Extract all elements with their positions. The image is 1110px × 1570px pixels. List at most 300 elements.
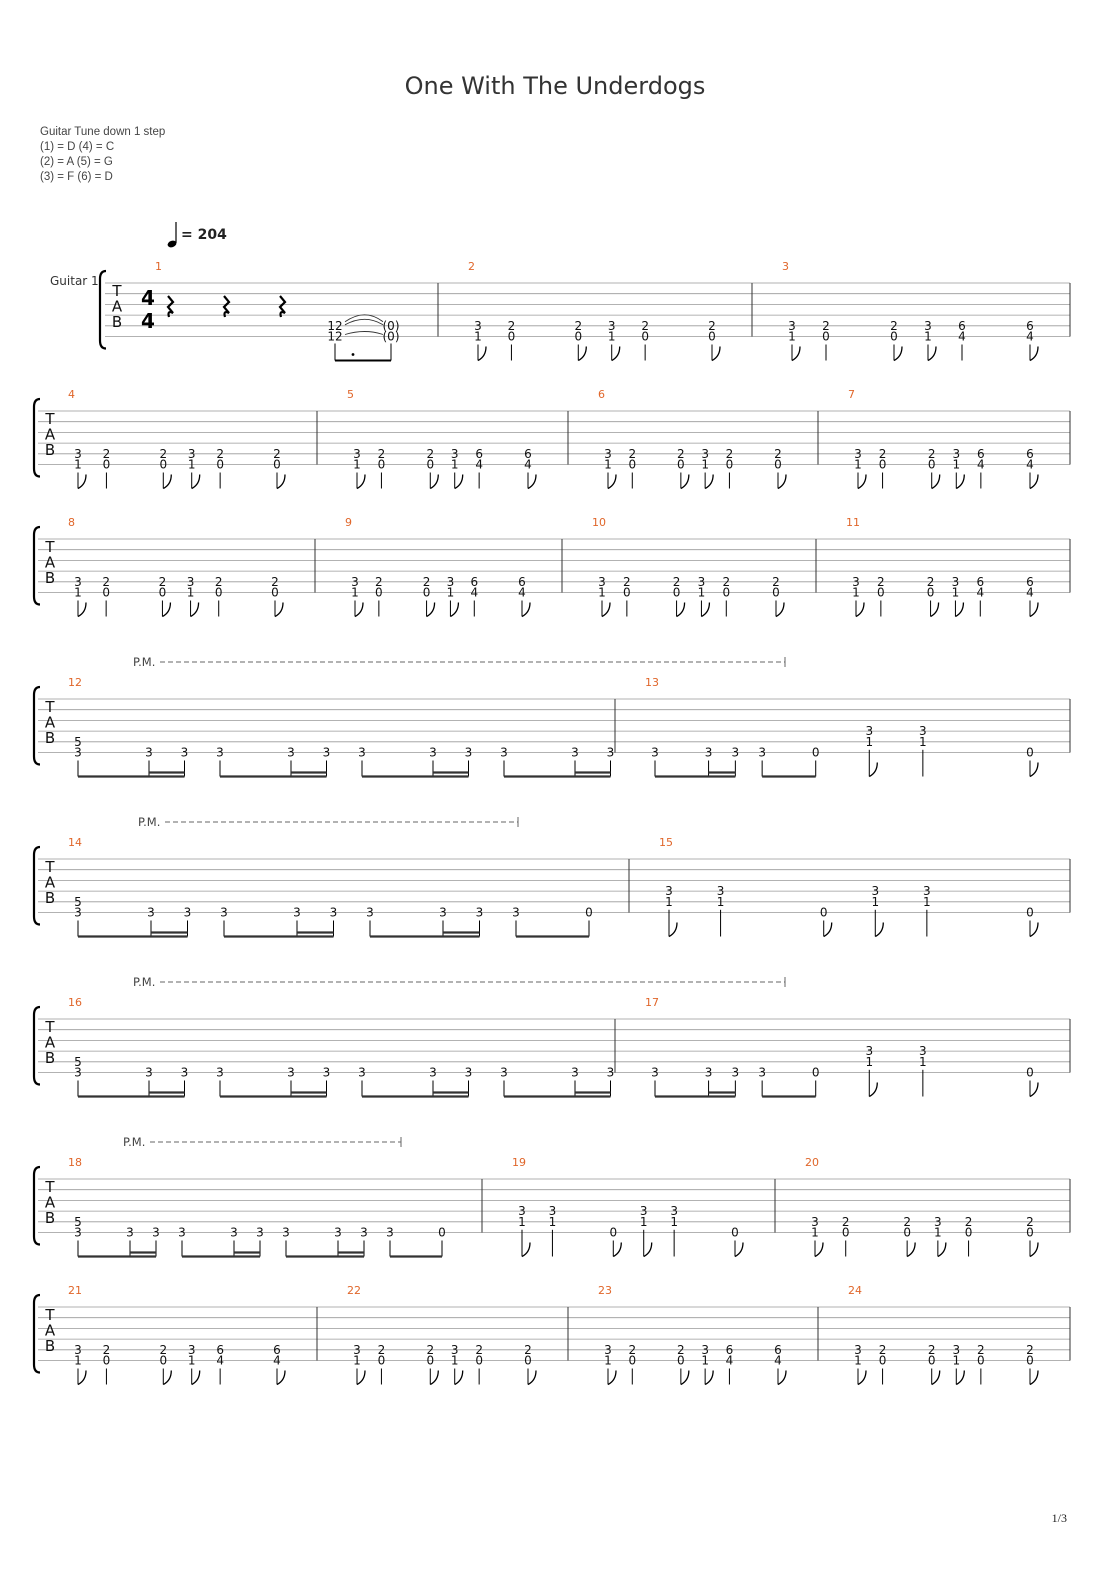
page-number: 1/3: [1051, 1511, 1067, 1525]
fret-number: 3: [639, 1204, 648, 1219]
fret-number: 2: [903, 1214, 911, 1229]
fret-number: 2: [708, 318, 716, 333]
fret-number: 0: [271, 585, 279, 600]
fret-number: 3: [126, 1225, 134, 1240]
fret-number: 3: [788, 318, 796, 333]
fret-number: 3: [571, 1065, 579, 1080]
note-flag: [778, 475, 786, 489]
fret-number: 2: [422, 574, 431, 589]
measure-number: 19: [512, 1156, 526, 1169]
fret-number: 6: [1026, 318, 1034, 333]
fret-number: 6: [216, 1342, 224, 1357]
fret-number: 0: [927, 457, 936, 472]
fret-number: 0: [1026, 1225, 1034, 1240]
measure-number: 13: [645, 676, 659, 689]
tab-clef-letter: T: [45, 858, 55, 876]
tab-staff: [34, 388, 1070, 489]
tuning-line: (3) = F (6) = D: [40, 171, 113, 183]
note-flag: [162, 603, 170, 617]
fret-number: 3: [464, 1065, 473, 1080]
tab-clef-letter: T: [45, 410, 55, 428]
fret-number: 3: [360, 1225, 368, 1240]
measure-number: 7: [848, 388, 855, 401]
measure-number: 9: [345, 516, 352, 529]
measure-number: 23: [598, 1284, 612, 1297]
fret-number: 3: [701, 1342, 709, 1357]
measure-number: 18: [68, 1156, 82, 1169]
fret-number: 1: [871, 894, 880, 909]
fret-number: 3: [322, 745, 331, 760]
tab-clef-letter: A: [44, 1321, 56, 1340]
fret-number: 0: [811, 745, 820, 760]
palm-mute-label: P.M.: [138, 815, 161, 829]
fret-number: 2: [927, 446, 936, 461]
measure-number: 10: [592, 516, 606, 529]
fret-number: 3: [934, 1214, 942, 1229]
note-flag: [875, 923, 883, 937]
fret-number: 2: [524, 1342, 532, 1357]
fret-number: 0: [1026, 1065, 1034, 1080]
fret-number: 2: [926, 574, 935, 589]
note-flag: [705, 475, 713, 489]
measure-number: 24: [848, 1284, 862, 1297]
tab-clef-letter: B: [44, 729, 56, 747]
fret-number: 3: [811, 1214, 819, 1229]
tab-staff: [34, 655, 1070, 777]
fret-number: 1: [548, 1214, 557, 1229]
fret-number: 3: [604, 1342, 612, 1357]
fret-number: 3: [474, 318, 482, 333]
note-flag: [192, 475, 200, 489]
tab-staff: [34, 975, 1070, 1097]
fret-number: 2: [375, 574, 383, 589]
fret-number: 6: [524, 446, 532, 461]
fret-number: 3: [923, 884, 931, 899]
fret-number: 3: [429, 745, 437, 760]
quarter-rest-icon: [168, 296, 173, 317]
measure-number: 21: [68, 1284, 82, 1297]
fret-number: 0: [158, 585, 167, 600]
fret-number: 0: [708, 329, 716, 344]
fret-number: 3: [216, 1065, 224, 1080]
fret-number: 2: [377, 1342, 386, 1357]
fret-number: 0: [273, 457, 281, 472]
fret-number: 0: [977, 1353, 985, 1368]
fret-number: 2: [641, 318, 649, 333]
note-flag: [355, 603, 363, 617]
measure-number: 8: [68, 516, 75, 529]
palm-mute-label: P.M.: [133, 975, 156, 989]
fret-number: 0: [677, 1353, 685, 1368]
fret-number: 3: [353, 1342, 361, 1357]
fret-number: 3: [464, 745, 473, 760]
fret-number: 0: [927, 1353, 936, 1368]
fret-number: 0: [822, 329, 830, 344]
note-flag: [430, 475, 438, 489]
tab-clef-letter: B: [111, 313, 123, 331]
tab-clef-letter: T: [45, 538, 55, 556]
fret-number: 0: [585, 905, 593, 920]
fret-number: 0: [507, 329, 516, 344]
note-flag: [869, 1083, 877, 1097]
fret-number: 2: [159, 446, 168, 461]
fret-number: 3: [216, 745, 224, 760]
note-flag: [824, 923, 832, 937]
fret-number: 3: [651, 745, 659, 760]
note-flag: [776, 603, 784, 617]
measure-number: 5: [347, 388, 354, 401]
fret-number: 3: [256, 1225, 264, 1240]
fret-number: 1: [351, 585, 359, 600]
note-flag: [450, 603, 458, 617]
fret-number: (0): [382, 318, 400, 333]
fret-number: 1: [952, 1353, 961, 1368]
fret-number: 1: [187, 457, 196, 472]
fret-number: 6: [1026, 446, 1034, 461]
fret-number: 3: [386, 1225, 394, 1240]
fret-number: 0: [422, 585, 431, 600]
fret-number: 3: [512, 905, 520, 920]
fret-number: 0: [377, 457, 386, 472]
fret-number: (0): [382, 329, 400, 344]
quarter-rest-icon: [224, 296, 229, 317]
note-flag: [858, 1371, 866, 1385]
note-flag: [478, 347, 486, 361]
fret-number: 1: [74, 457, 82, 472]
fret-number: 2: [977, 1342, 985, 1357]
note-flag: [78, 475, 86, 489]
fret-number: 2: [426, 446, 435, 461]
fret-number: 3: [670, 1204, 678, 1219]
fret-number: 3: [178, 1225, 186, 1240]
fret-number: 3: [220, 905, 228, 920]
fret-number: 3: [334, 1225, 342, 1240]
fret-number: 1: [518, 1214, 526, 1229]
tab-clef-letter: B: [44, 1209, 56, 1227]
note-flag: [701, 603, 709, 617]
measure-number: 20: [805, 1156, 819, 1169]
tab-clef-letter: B: [44, 889, 56, 907]
fret-number: 1: [923, 894, 931, 909]
tab-clef-letter: A: [44, 1033, 56, 1052]
fret-number: 2: [158, 574, 167, 589]
tuning-heading: Guitar Tune down 1 step: [40, 126, 166, 138]
fret-number: 0: [426, 457, 435, 472]
fret-number: 1: [865, 734, 874, 749]
fret-number: 0: [159, 457, 168, 472]
fret-number: 0: [438, 1225, 446, 1240]
time-signature-numerator: 4: [141, 286, 155, 310]
fret-number: 0: [877, 585, 885, 600]
fret-number: 1: [919, 734, 927, 749]
fret-number: 1: [353, 457, 361, 472]
measure-number: 12: [68, 676, 82, 689]
note-flag: [681, 475, 689, 489]
fret-number: 3: [854, 1342, 862, 1357]
fret-number: 5: [74, 734, 82, 749]
fret-number: 3: [607, 318, 616, 333]
fret-number: 0: [878, 457, 887, 472]
tempo-marking: [167, 222, 227, 249]
fret-number: 0: [375, 585, 383, 600]
tab-clef-letter: T: [45, 1018, 55, 1036]
fret-number: 0: [623, 585, 631, 600]
fret-number: 1: [353, 1353, 361, 1368]
fret-number: 5: [74, 1054, 82, 1069]
note-flag: [1030, 603, 1038, 617]
fret-number: 1: [607, 329, 616, 344]
fret-number: 0: [377, 1353, 386, 1368]
fret-number: 1: [604, 457, 612, 472]
note-flag: [427, 603, 435, 617]
fret-number: 3: [74, 905, 82, 920]
fret-number: 1: [951, 585, 960, 600]
note-flag: [1030, 475, 1038, 489]
note-flag: [275, 603, 283, 617]
fret-number: 2: [927, 1342, 936, 1357]
note-flag: [455, 1371, 463, 1385]
fret-number: 6: [475, 446, 483, 461]
tab-clef-letter: B: [44, 1049, 56, 1067]
fret-number: 0: [102, 585, 110, 600]
measure-number: 4: [68, 388, 75, 401]
fret-number: 3: [329, 905, 338, 920]
fret-number: 3: [366, 905, 374, 920]
note-flag: [644, 1243, 652, 1257]
fret-number: 3: [518, 1204, 526, 1219]
fret-number: 2: [725, 446, 734, 461]
fret-number: 3: [952, 1342, 961, 1357]
note-flag: [677, 603, 685, 617]
fret-number: 3: [145, 745, 153, 760]
note-flag: [932, 475, 940, 489]
fret-number: 3: [450, 446, 459, 461]
note-flag: [78, 1371, 86, 1385]
fret-number: 4: [273, 1353, 281, 1368]
note-flag: [1030, 763, 1038, 777]
fret-number: 2: [377, 446, 386, 461]
measure-number: 22: [347, 1284, 361, 1297]
fret-number: 4: [976, 585, 985, 600]
fret-number: 6: [470, 574, 479, 589]
fret-number: 3: [475, 905, 484, 920]
fret-number: 2: [1026, 1342, 1034, 1357]
fret-number: 4: [475, 457, 483, 472]
fret-number: 3: [230, 1225, 238, 1240]
fret-number: 1: [670, 1214, 678, 1229]
note-flag: [277, 475, 285, 489]
tab-clef-letter: B: [44, 1337, 56, 1355]
fret-number: 1: [919, 1054, 927, 1069]
fret-number: 1: [701, 457, 709, 472]
note-flag: [792, 347, 800, 361]
fret-number: 0: [722, 585, 731, 600]
fret-number: 1: [450, 1353, 459, 1368]
fret-number: 1: [665, 894, 673, 909]
measure-number: 17: [645, 996, 659, 1009]
fret-number: 3: [180, 1065, 189, 1080]
fret-number: 3: [145, 1065, 153, 1080]
fret-number: 3: [187, 1342, 196, 1357]
fret-number: 3: [429, 1065, 437, 1080]
fret-number: 4: [470, 585, 479, 600]
note-flag: [528, 1371, 536, 1385]
fret-number: 4: [518, 585, 526, 600]
fret-number: 3: [731, 745, 740, 760]
fret-number: 12: [327, 329, 343, 344]
note-flag: [602, 603, 610, 617]
tuning-line: (1) = D (4) = C: [40, 141, 115, 153]
fret-number: 2: [841, 1214, 850, 1229]
fret-number: 4: [216, 1353, 224, 1368]
fret-number: 2: [623, 574, 631, 589]
fret-number: 3: [701, 446, 709, 461]
fret-number: 3: [598, 574, 606, 589]
palm-mute-label: P.M.: [123, 1135, 146, 1149]
fret-number: 2: [273, 446, 281, 461]
fret-number: 0: [159, 1353, 168, 1368]
fret-number: 3: [358, 1065, 366, 1080]
fret-number: 1: [852, 585, 860, 600]
tab-clef-letter: A: [44, 873, 56, 892]
fret-number: 2: [102, 574, 110, 589]
fret-number: 3: [919, 724, 927, 739]
fret-number: 0: [811, 1065, 820, 1080]
fret-number: 1: [865, 1054, 874, 1069]
fret-number: 0: [524, 1353, 532, 1368]
fret-number: 3: [704, 1065, 713, 1080]
fret-number: 1: [924, 329, 932, 344]
fret-number: 3: [606, 745, 615, 760]
tab-clef-letter: B: [44, 569, 56, 587]
fret-number: 1: [450, 457, 459, 472]
note-flag: [608, 475, 616, 489]
fret-number: 3: [180, 745, 189, 760]
fret-number: 3: [74, 574, 82, 589]
fret-number: 0: [628, 457, 637, 472]
fret-number: 5: [74, 894, 82, 909]
fret-number: 2: [628, 1342, 637, 1357]
fret-number: 3: [74, 446, 82, 461]
fret-number: 2: [878, 446, 887, 461]
fret-number: 6: [725, 1342, 734, 1357]
fret-number: 3: [731, 1065, 740, 1080]
fret-number: 0: [102, 1353, 111, 1368]
note-flag: [1030, 1371, 1038, 1385]
fret-number: 1: [788, 329, 796, 344]
fret-number: 1: [446, 585, 455, 600]
fret-number: 2: [677, 446, 685, 461]
fret-number: 0: [1026, 905, 1034, 920]
fret-number: 3: [865, 1044, 874, 1059]
fret-number: 6: [958, 318, 966, 333]
fret-number: 1: [934, 1225, 942, 1240]
fret-number: 0: [102, 457, 111, 472]
fret-number: 4: [977, 457, 985, 472]
tab-clef-letter: T: [45, 698, 55, 716]
fret-number: 0: [216, 457, 224, 472]
quarter-rest-icon: [280, 296, 285, 317]
fret-number: 0: [819, 905, 828, 920]
fret-number: 1: [598, 585, 606, 600]
fret-number: 0: [672, 585, 681, 600]
fret-number: 1: [701, 1353, 709, 1368]
fret-number: 6: [976, 574, 985, 589]
fret-number: 3: [353, 446, 361, 461]
note-flag: [858, 475, 866, 489]
tab-clef-letter: T: [112, 282, 122, 300]
fret-number: 2: [822, 318, 830, 333]
fret-number: 0: [841, 1225, 850, 1240]
tab-clef-letter: A: [111, 297, 123, 316]
note-flag: [1030, 1083, 1038, 1097]
note-flag: [78, 603, 86, 617]
fret-number: 3: [74, 1065, 82, 1080]
note-flag: [712, 347, 720, 361]
fret-number: 1: [74, 585, 82, 600]
fret-number: 2: [890, 318, 898, 333]
track-name: Guitar 1: [50, 274, 99, 288]
note-flag: [869, 763, 877, 777]
fret-number: 3: [450, 1342, 459, 1357]
fret-number: 4: [725, 1353, 734, 1368]
note-flag: [1030, 923, 1038, 937]
fret-number: 3: [924, 318, 932, 333]
note-flag: [956, 1371, 964, 1385]
note-flag: [277, 1371, 285, 1385]
measure-number: 16: [68, 996, 82, 1009]
fret-number: 4: [1026, 457, 1034, 472]
fret-number: 0: [731, 1225, 739, 1240]
fret-number: 1: [697, 585, 706, 600]
fret-number: 5: [74, 1214, 82, 1229]
fret-number: 1: [811, 1225, 819, 1240]
fret-number: 1: [952, 457, 961, 472]
fret-number: 3: [287, 745, 295, 760]
fret-number: 3: [74, 1342, 82, 1357]
measure-number: 2: [468, 260, 475, 273]
fret-number: 2: [574, 318, 583, 333]
fret-number: 0: [890, 329, 898, 344]
fret-number: 3: [704, 745, 713, 760]
fret-number: 2: [216, 446, 224, 461]
fret-number: 2: [271, 574, 279, 589]
fret-number: 2: [878, 1342, 887, 1357]
note-flag: [430, 1371, 438, 1385]
fret-number: 2: [672, 574, 681, 589]
tab-clef-letter: A: [44, 713, 56, 732]
tuning-line: (2) = A (5) = G: [40, 156, 113, 168]
note-flag: [815, 1243, 823, 1257]
note-flag: [735, 1243, 743, 1257]
fret-number: 1: [187, 1353, 196, 1368]
note-flag: [705, 1371, 713, 1385]
note-flag: [163, 1371, 171, 1385]
fret-number: 2: [722, 574, 731, 589]
palm-mute-label: P.M.: [133, 655, 156, 669]
fret-number: 3: [952, 446, 961, 461]
fret-number: 3: [865, 724, 874, 739]
fret-number: 3: [500, 745, 508, 760]
fret-number: 4: [958, 329, 966, 344]
fret-number: 4: [1026, 329, 1034, 344]
note-flag: [612, 347, 620, 361]
time-signature-denominator: 4: [141, 309, 155, 333]
note-flag: [522, 603, 530, 617]
fret-number: 2: [628, 446, 637, 461]
fret-number: 0: [609, 1225, 618, 1240]
tab-staff: [34, 1135, 1070, 1257]
